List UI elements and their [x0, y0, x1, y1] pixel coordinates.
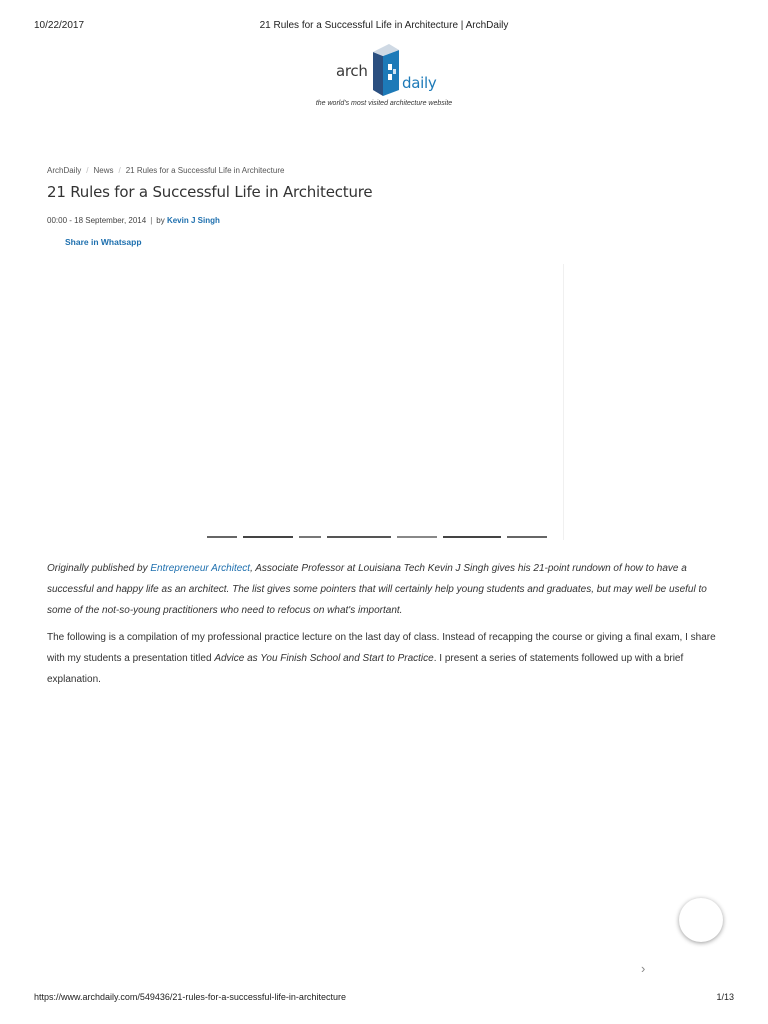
print-title: 21 Rules for a Successful Life in Architecture | ArchDaily	[259, 20, 509, 31]
breadcrumb-item-archdaily[interactable]: ArchDaily	[47, 166, 82, 175]
share-whatsapp-link[interactable]: Share in Whatsapp	[65, 237, 142, 247]
floating-action-button[interactable]	[679, 898, 723, 942]
breadcrumb-separator: /	[86, 166, 89, 175]
logo-word-daily: daily	[402, 74, 437, 92]
hero-image	[207, 264, 564, 540]
intro-rest: , Associate Professor at Louisiana Tech Kevin J Singh gives his 21-point rundown of how to have a successful and happy life as an architect. The list gives some pointers that will certainly help young students and graduates, but may well be useful to some of the not-so-young practitioners who need to refocus on what's important.	[47, 563, 707, 616]
breadcrumb-item-current: 21 Rules for a Successful Life in Architecture	[125, 166, 285, 175]
body-rest: . I present a series of statements followed up with a brief explanation.	[47, 653, 684, 685]
presentation-title: Advice as You Finish School and Start to Practice	[214, 653, 434, 664]
logo-word-arch: arch	[336, 62, 368, 80]
intro-prefix: Originally published by	[47, 563, 151, 574]
breadcrumb-item-news[interactable]: News	[93, 166, 114, 175]
body-prefix: The following is a compilation of my professional practice lecture on the last day of class. Instead of recapping the course or giving a final exam, I share with my students a presentation titled	[47, 632, 716, 664]
breadcrumb	[47, 166, 284, 175]
entrepreneur-architect-link[interactable]: Entrepreneur Architect	[150, 563, 251, 574]
archdaily-logo[interactable]	[334, 42, 444, 98]
chevron-right-icon[interactable]: ›	[641, 961, 646, 976]
author-link[interactable]: Kevin J Singh	[166, 216, 220, 225]
building-logo-icon	[369, 42, 401, 96]
article-date: 00:00 - 18 September, 2014	[47, 216, 147, 225]
logo-tagline: the world's most visited architecture website	[315, 100, 453, 107]
intro-paragraph	[47, 558, 727, 621]
byline-by: by	[156, 216, 165, 225]
hero-image-bottom-strip	[207, 536, 563, 538]
byline-separator: |	[150, 216, 153, 225]
page-title: 21 Rules for a Successful Life in Architecture	[47, 183, 373, 201]
breadcrumb-separator: /	[118, 166, 121, 175]
article-byline	[47, 216, 220, 225]
body-paragraph	[47, 627, 727, 690]
print-footer-page-number: 1/13	[716, 992, 734, 1002]
print-date: 10/22/2017	[34, 20, 85, 31]
print-footer-url: https://www.archdaily.com/549436/21-rules-for-a-successful-life-in-architecture	[34, 992, 346, 1002]
